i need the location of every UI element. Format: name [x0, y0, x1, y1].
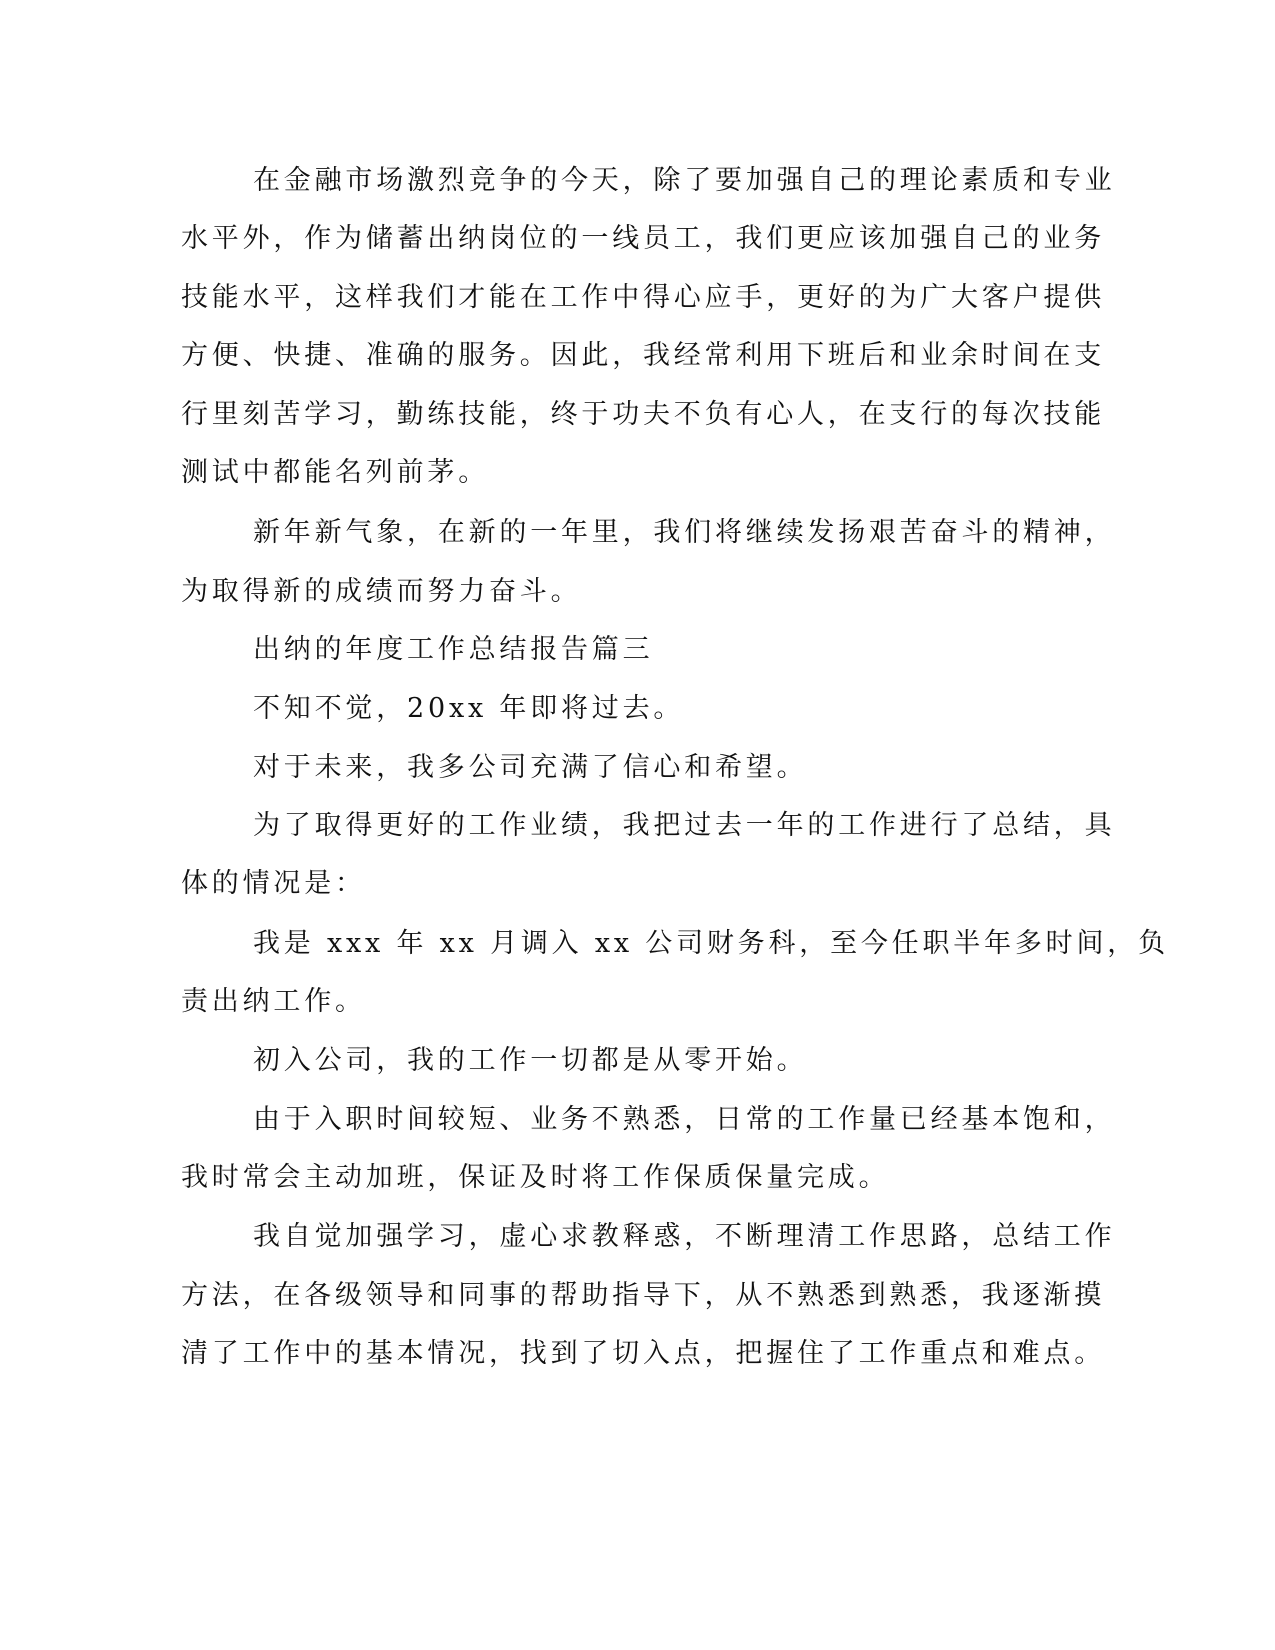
paragraph-line: 方法，在各级领导和同事的帮助指导下，从不熟悉到熟悉，我逐渐摸: [181, 1280, 1105, 1311]
paragraph-line: 初入公司，我的工作一切都是从零开始。: [253, 1045, 808, 1076]
paragraph-line: 水平外，作为储蓄出纳岗位的一线员工，我们更应该加强自己的业务: [181, 223, 1105, 254]
section-heading: 出纳的年度工作总结报告篇三: [253, 634, 654, 665]
paragraph-line: 对于未来，我多公司充满了信心和希望。: [253, 752, 808, 783]
paragraph-line: 不知不觉，20xx 年即将过去。: [253, 693, 685, 724]
paragraph-line: 我自觉加强学习，虚心求教释惑，不断理清工作思路，总结工作: [253, 1221, 1116, 1252]
paragraph-line: 责出纳工作。: [181, 986, 366, 1017]
paragraph-line: 由于入职时间较短、业务不熟悉，日常的工作量已经基本饱和，: [253, 1104, 1116, 1135]
paragraph-line: 行里刻苦学习，勤练技能，终于功夫不负有心人，在支行的每次技能: [181, 399, 1105, 430]
paragraph-line: 在金融市场激烈竞争的今天，除了要加强自己的理论素质和专业: [253, 165, 1116, 196]
paragraph-line: 测试中都能名列前茅。: [181, 457, 489, 488]
paragraph-line: 为了取得更好的工作业绩，我把过去一年的工作进行了总结，具: [253, 810, 1116, 841]
paragraph-line: 体的情况是：: [181, 868, 366, 899]
paragraph-line: 技能水平，这样我们才能在工作中得心应手，更好的为广大客户提供: [181, 282, 1105, 313]
paragraph-line: 清了工作中的基本情况，找到了切入点，把握住了工作重点和难点。: [181, 1338, 1105, 1369]
paragraph-line: 为取得新的成绩而努力奋斗。: [181, 576, 582, 607]
paragraph-line: 方便、快捷、准确的服务。因此，我经常利用下班后和业余时间在支: [181, 340, 1105, 371]
paragraph-line: 新年新气象，在新的一年里，我们将继续发扬艰苦奋斗的精神，: [253, 517, 1116, 548]
paragraph-line: 我时常会主动加班，保证及时将工作保质保量完成。: [181, 1162, 890, 1193]
paragraph-line: 我是 xxx 年 xx 月调入 xx 公司财务科，至今任职半年多时间，负: [253, 928, 1169, 959]
